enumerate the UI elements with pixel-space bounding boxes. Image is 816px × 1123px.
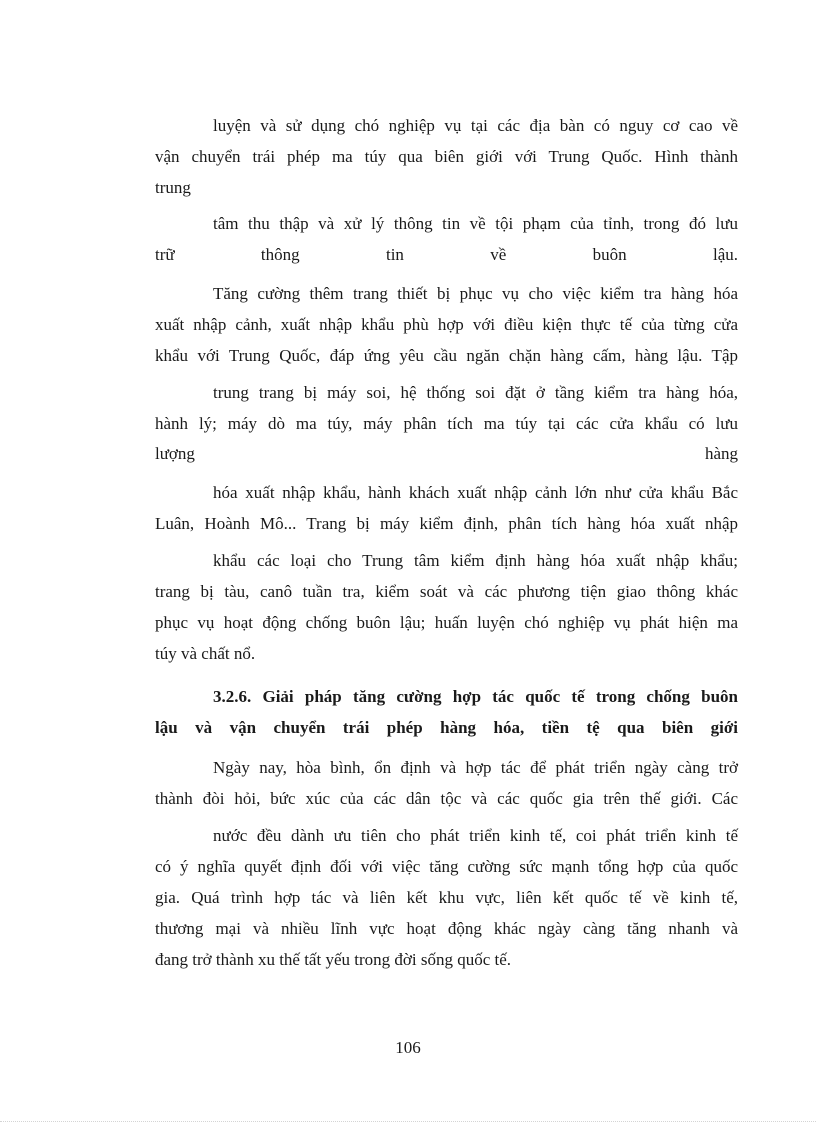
text-line: Tăng cường thêm trang thiết bị phục vụ cho việc kiểm tra hàng hóa — [213, 284, 738, 303]
text-line: đang trở thành xu thế tất yếu trong đời sống quốc tế. — [155, 950, 512, 969]
text-line: vận chuyển trái phép ma túy qua biên giới với Trung Quốc. Hình thành — [155, 147, 738, 166]
text-line: nước đều dành ưu tiên cho phát triển kinh tế, coi phát triển kinh tế — [213, 826, 738, 845]
section-heading-line: 3.2.6. Giải pháp tăng cường hợp tác quốc tế trong chống buôn — [213, 687, 738, 706]
text-line: xuất nhập cảnh, xuất nhập khẩu phù hợp với điều kiện thực tế của từng cửa — [155, 315, 738, 334]
text-line: tâm thu thập và xử lý thông tin về tội phạm của tỉnh, trong đó lưu — [213, 214, 738, 233]
text-line: hành lý; máy dò ma túy, máy phân tích ma túy tại các cửa khẩu có lưu — [155, 414, 738, 433]
text-line: hóa xuất nhập khẩu, hành khách xuất nhập cảnh lớn như cửa khẩu Bắc — [213, 483, 738, 502]
text-line: thương mại và nhiều lĩnh vực hoạt động khác ngày càng tăng nhanh và — [155, 919, 738, 938]
text-line: Luân, Hoành Mô... Trang bị máy kiểm định, phân tích hàng hóa xuất nhập — [155, 514, 738, 533]
text-line: trang bị tàu, canô tuần tra, kiểm soát và các phương tiện giao thông khác — [155, 582, 738, 601]
text-line: trung — [155, 178, 191, 197]
section-heading-line: lậu và vận chuyển trái phép hàng hóa, tiền tệ qua biên giới — [155, 718, 738, 737]
text-line: gia. Quá trình hợp tác và liên kết khu vực, liên kết quốc tế về kinh tế, — [155, 888, 738, 907]
text-line: phục vụ hoạt động chống buôn lậu; huấn luyện chó nghiệp vụ phát hiện ma — [155, 613, 738, 632]
text-line: thành đòi hỏi, bức xúc của các dân tộc và các quốc gia trên thế giới. Các — [155, 789, 738, 808]
text-line: khẩu với Trung Quốc, đáp ứng yêu cầu ngăn chặn hàng cấm, hàng lậu. Tập — [155, 346, 738, 365]
text-line: trữ thông tin về buôn lậu. — [155, 245, 738, 264]
text-line: túy và chất nổ. — [155, 644, 256, 663]
text-line: luyện và sử dụng chó nghiệp vụ tại các địa bàn có nguy cơ cao về — [213, 116, 738, 135]
page-bottom-divider — [0, 1121, 816, 1122]
text-line: lượng hàng — [155, 444, 738, 463]
page-number: 106 — [395, 1038, 421, 1057]
text-line: Ngày nay, hòa bình, ổn định và hợp tác để phát triển ngày càng trở — [213, 758, 738, 777]
text-line: khẩu các loại cho Trung tâm kiểm định hàng hóa xuất nhập khẩu; — [213, 551, 738, 570]
text-line: có ý nghĩa quyết định đối với việc tăng cường sức mạnh tổng hợp của quốc — [155, 857, 738, 876]
text-line: trung trang bị máy soi, hệ thống soi đặt ở tầng kiểm tra hàng hóa, — [213, 383, 738, 402]
